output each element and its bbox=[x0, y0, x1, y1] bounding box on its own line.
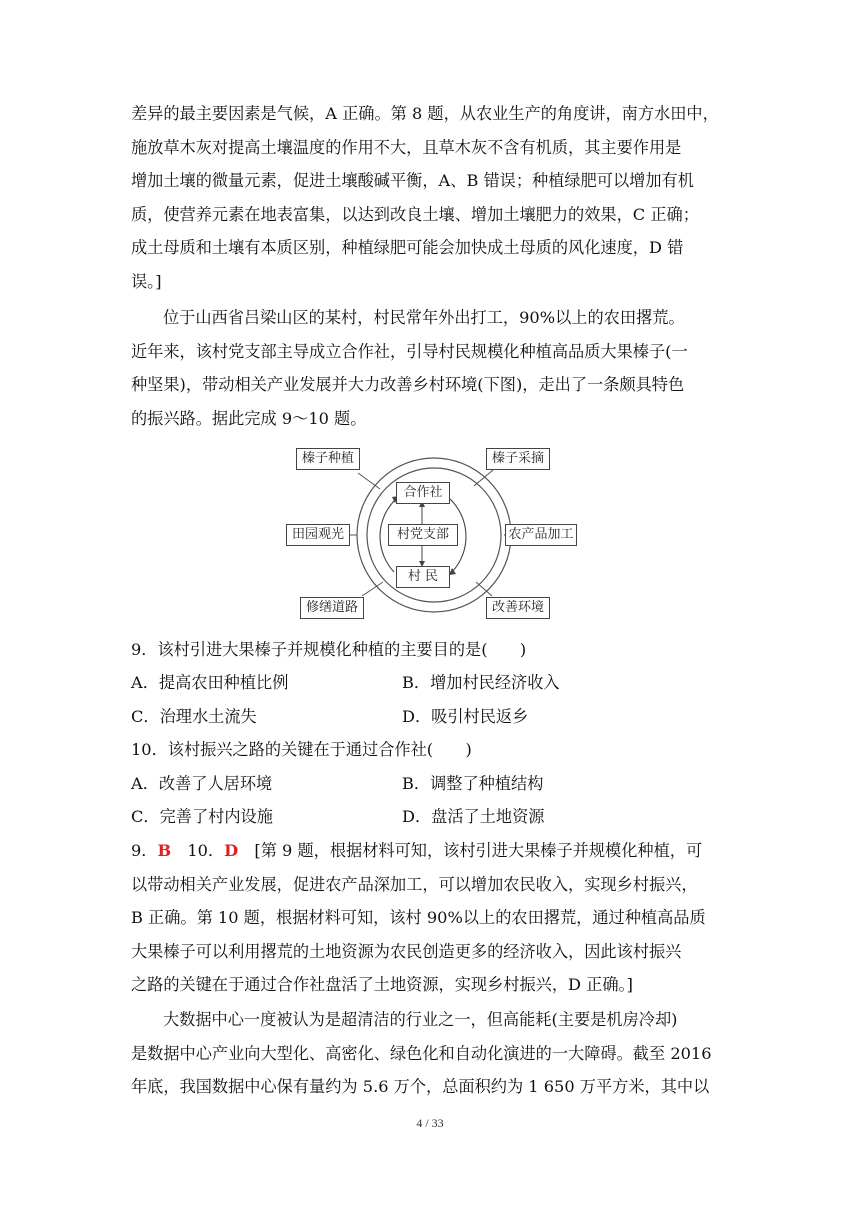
box-villagers: 村 民 bbox=[396, 566, 450, 588]
text-line: 以带动相关产业发展，促进农产品深加工，可以增加农民收入，实现乡村振兴， bbox=[131, 874, 698, 894]
connector-line bbox=[358, 473, 380, 489]
text-line: 质，使营养元素在地表富集，以达到改良土壤、增加土壤肥力的效果，C 正确； bbox=[131, 204, 699, 224]
box-agri-processing: 农产品加工 bbox=[505, 524, 577, 546]
answer-number-9: 9． bbox=[131, 841, 158, 860]
text-line: B 正确。第 10 题，根据材料可知，该村 90%以上的农田撂荒，通过种植高品质 bbox=[131, 908, 706, 927]
box-cooperative: 合作社 bbox=[396, 482, 450, 504]
box-rural-sightseeing: 田园观光 bbox=[286, 524, 350, 546]
box-hazelnut-picking: 榛子采摘 bbox=[486, 448, 550, 470]
answer-explanation-start: [第 9 题，根据材料可知，该村引进大果榛子并规模化种植，可 bbox=[238, 841, 703, 860]
material-paragraph-q9-10 bbox=[131, 301, 735, 435]
answer-first-line bbox=[131, 834, 735, 868]
text-line: 年底，我国数据中心保有量约为 5.6 万个，总面积约为 1 650 万平方米，其中以 bbox=[131, 1077, 710, 1096]
q9-option-d: D．吸引村民返乡 bbox=[402, 707, 529, 726]
text-line: 大数据中心一度被认为是超清洁的行业之一，但高能耗(主要是机房冷却) bbox=[163, 1010, 678, 1029]
q10-option-c: C．完善了村内设施 bbox=[131, 807, 273, 826]
text-line: 成土母质和土壤有本质区别，种植绿肥可能会加快成土母质的风化速度，D 错 bbox=[131, 238, 684, 257]
explanation-paragraph-q8 bbox=[131, 97, 735, 298]
text-line: 差异的最主要因素是气候，A 正确。第 8 题，从农业生产的角度讲，南方水田中， bbox=[131, 104, 719, 123]
box-road-repair: 修缮道路 bbox=[300, 597, 364, 619]
answer-9: B bbox=[157, 841, 172, 860]
question-9-stem: 9．该村引进大果榛子并规模化种植的主要目的是( ) bbox=[131, 640, 527, 659]
text-line: 大果榛子可以利用撂荒的土地资源为农民创造更多的经济收入，因此该村振兴 bbox=[131, 941, 682, 961]
material-paragraph-data-center bbox=[131, 1003, 735, 1104]
box-improve-environment: 改善环境 bbox=[486, 597, 550, 619]
text-line: 位于山西省吕梁山区的某村，村民常年外出打工，90%以上的农田撂荒。 bbox=[163, 308, 685, 327]
q9-option-b: B．增加村民经济收入 bbox=[402, 673, 560, 692]
box-party-branch: 村党支部 bbox=[388, 524, 458, 546]
text-line: 的振兴路。据此完成 9～10 题。 bbox=[131, 408, 367, 428]
text-line: 种坚果)，带动相关产业发展并大力改善乡村环境(下图)，走出了一条颇具特色 bbox=[131, 375, 685, 394]
answer-paragraph-q9-10 bbox=[131, 834, 735, 1002]
q10-option-b: B．调整了种植结构 bbox=[402, 774, 544, 793]
q10-option-d: D．盘活了土地资源 bbox=[402, 807, 545, 826]
text-line: 之路的关键在于通过合作社盘活了土地资源，实现乡村振兴，D 正确。] bbox=[131, 975, 633, 994]
text-line: 误。] bbox=[131, 271, 162, 291]
text-line: 近年来，该村党支部主导成立合作社，引导村民规模化种植高品质大果榛子(一 bbox=[131, 341, 688, 361]
q10-option-a: A．改善了人居环境 bbox=[131, 774, 273, 793]
page-number: 4 / 33 bbox=[416, 1116, 444, 1130]
answer-number-10: 10． bbox=[171, 841, 225, 860]
question-10-stem: 10．该村振兴之路的关键在于通过合作社( ) bbox=[131, 740, 472, 759]
text-line: 增加土壤的微量元素，促进土壤酸碱平衡，A、B 错误；种植绿肥可以增加有机 bbox=[131, 171, 694, 190]
connector-line bbox=[474, 470, 493, 486]
village-revitalization-diagram bbox=[286, 444, 576, 624]
text-line: 是数据中心产业向大型化、高密化、绿色化和自动化演进的一大障碍。截至 2016 bbox=[131, 1043, 712, 1063]
q9-option-a: A．提高农田种植比例 bbox=[131, 673, 289, 692]
box-hazelnut-planting: 榛子种植 bbox=[296, 448, 360, 470]
q9-option-c: C．治理水土流失 bbox=[131, 707, 257, 726]
text-line: 施放草木灰对提高土壤温度的作用不大，且草木灰不含有机质，其主要作用是 bbox=[131, 137, 682, 157]
answer-10: D bbox=[224, 841, 239, 860]
